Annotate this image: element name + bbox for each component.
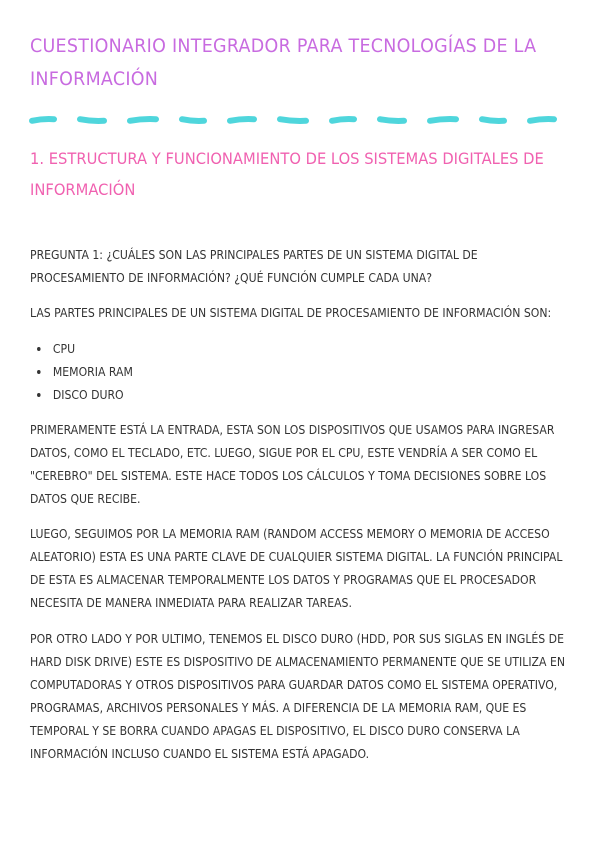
divider-dash [182, 119, 204, 121]
list-item: MEMORIA RAM [48, 360, 587, 383]
paragraph-cpu: PRIMERAMENTE ESTÁ LA ENTRADA, ESTA SON LOS DISPOSITIVOS QUE USAMOS PARA INGRESAR DATOS, COMO EL TECLADO, ETC. LUEGO, SIGUE POR EL CPU, ESTE VENDRÍA A SER COMO EL "CEREBRO" DEL SISTEMA. ESTE HACE TODOS LOS CÁLCULOS Y TOMA DECISIONES SOBRE LOS DATOS QUE RECIBE. [30, 421, 555, 506]
divider-dash [32, 119, 54, 121]
question-text: PREGUNTA 1: ¿CUÁLES SON LAS PRINCIPALES PARTES DE UN SISTEMA DIGITAL DE PROCESAMIENTO DE INFORMACIÓN? ¿QUÉ FUNCIÓN CUMPLE CADA UNA? [30, 247, 478, 285]
dashed-divider [28, 112, 574, 126]
paragraph-ram: LUEGO, SEGUIMOS POR LA MEMORIA RAM (RANDOM ACCESS MEMORY O MEMORIA DE ACCESO ALEATORIO) ESTA ES UNA PARTE CLAVE DE CUALQUIER SISTEMA DIGITAL. LA FUNCIÓN PRINCIPAL DE ESTA ES ALMACENAR TEMPORALMENTE LOS DATOS Y PROGRAMAS QUE EL PROCESADOR NECESITA DE MANERA INMEDIATA PARA REALIZAR TAREAS. [30, 526, 563, 611]
intro-text: LAS PARTES PRINCIPALES DE UN SISTEMA DIGITAL DE PROCESAMIENTO DE INFORMACIÓN SON: [30, 305, 552, 321]
divider-dash [80, 119, 104, 121]
divider-dash [430, 119, 456, 121]
divider-dash [130, 119, 156, 121]
divider-dash [482, 119, 504, 121]
divider-dash [332, 119, 354, 121]
divider-dash [280, 119, 306, 121]
divider-dash [380, 119, 404, 121]
list-item: DISCO DURO [48, 383, 587, 406]
document-title: CUESTIONARIO INTEGRADOR PARA TECNOLOGÍAS DE LA INFORMACIÓN [30, 35, 537, 90]
parts-list [30, 337, 586, 406]
divider-dash [230, 119, 254, 121]
divider-dash [530, 119, 554, 121]
section-title: 1. ESTRUCTURA Y FUNCIONAMIENTO DE LOS SISTEMAS DIGITALES DE INFORMACIÓN [30, 149, 544, 199]
paragraph-disk: POR OTRO LADO Y POR ULTIMO, TENEMOS EL DISCO DURO (HDD, POR SUS SIGLAS EN INGLÉS DE HARD DISK DRIVE) ESTE ES DISPOSITIVO DE ALMACENAMIENTO PERMANENTE QUE SE UTILIZA EN COMPUTADORAS Y OTROS DISPOSITIVOS PARA GUARDAR DATOS COMO EL SISTEMA OPERATIVO, PROGRAMAS, ARCHIVOS PERSONALES Y MÁS. A DIFERENCIA DE LA MEMORIA RAM, QUE ES TEMPORAL Y SE BORRA CUANDO APAGAS EL DISPOSITIVO, EL DISCO DURO CONSERVA LA INFORMACIÓN INCLUSO CUANDO EL SISTEMA ESTÁ APAGADO. [30, 630, 565, 761]
list-item: CPU [48, 337, 587, 360]
